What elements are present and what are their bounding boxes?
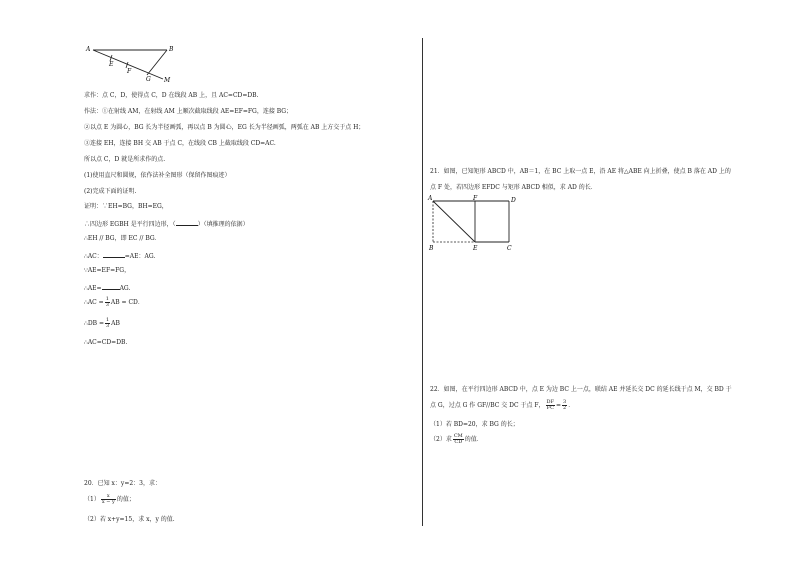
q22-part-2-end: 的值．: [464, 436, 483, 443]
label-f: F: [473, 195, 478, 202]
fraction-one-third: [105, 297, 110, 308]
label-m: M: [164, 77, 171, 84]
proof-line-7-end: AB = CD．: [110, 299, 144, 306]
fraction-one-third-2: [105, 318, 110, 329]
label-b: B: [429, 245, 434, 252]
construction-conclusion: 所以点 C，D 就是所求作的点.: [84, 156, 166, 163]
label-g: G: [146, 76, 151, 83]
segment-bg: [147, 50, 167, 75]
fraction-three-halves: [562, 400, 567, 411]
label-e: E: [109, 61, 114, 68]
fraction-numerator: 1: [105, 296, 109, 302]
fraction-cm-over-cd: [453, 434, 464, 445]
task-1: (1)使用直尺和圆规，依作法补全图形（保留作图痕迹）: [84, 172, 231, 179]
construction-step-3: ③连接 EH，连接 BH 交 AB 于点 C，在线段 CB 上截取线段 CD=AC.: [84, 140, 276, 147]
label-f: F: [127, 68, 132, 75]
q20-title: 20．已知 x：y=2：3，求：: [84, 480, 161, 487]
column-divider: [422, 38, 423, 526]
task-2: (2)完成下面的证明.: [84, 188, 137, 195]
fraction-denominator: 2: [563, 405, 567, 411]
proof-line-2-start: ∴四边形 EGBH 是平行四边形，（: [84, 221, 176, 228]
label-b: B: [169, 46, 174, 53]
proof-line-1: 证明：∵EH=BG，BH=EG，: [84, 203, 168, 210]
q22-line-1: 22．如图，在平行四边形 ABCD 中，点 E 为边 BC 上一点，联结 AE 并延长交 DC 的延长线于点 M，交 BD 于: [430, 386, 732, 393]
q22-line-2-start: 点 G，过点 G 作 GF//BC 交 DC 于点 F，: [430, 402, 545, 409]
q22-line-2: [430, 400, 574, 412]
construction-step-1: 作法：①在射线 AM，在射线 AM 上顺次截取线段 AE=EF=FG，连接 BG；: [84, 108, 293, 115]
fraction-denominator: CD: [454, 439, 463, 445]
label-c: C: [507, 245, 512, 252]
q22-part-2-start: （2）求: [430, 436, 452, 443]
label-e: E: [473, 245, 478, 252]
equals-sign: =: [556, 402, 562, 409]
proof-line-8: [84, 318, 120, 330]
q22-part-2: [430, 434, 483, 446]
fraction-df-over-fc: [546, 400, 555, 411]
construction-step-2: ②以点 E 为圆心，BG 长为半径画弧，再以点 B 为圆心，EG 长为半径画弧，两弧在 AB 上方交于点 H；: [84, 124, 365, 131]
proof-line-3: ∴EH // BG，即 EC // BG．: [84, 235, 161, 242]
fraction-numerator: 1: [105, 317, 110, 323]
proof-line-8-start: ∴DB =: [84, 320, 104, 327]
proof-line-5: ∵AE=EF=FG，: [84, 267, 131, 274]
q22-part-1: （1）若 BD=20，求 BG 的长；: [430, 421, 519, 428]
proof-line-4: [84, 251, 155, 261]
fraction-numerator: CM: [453, 433, 463, 439]
proof-line-2-end: ）（填推理的依据）: [197, 221, 249, 228]
proof-line-7: [84, 297, 144, 309]
proof-line-6: [84, 283, 130, 293]
blank-fraction[interactable]: [102, 283, 120, 290]
fold-line-ae: [433, 201, 475, 242]
blank-ratio[interactable]: [103, 251, 125, 258]
q20-part-1: [84, 494, 135, 506]
fraction-numerator: DF: [546, 399, 555, 405]
proof-line-6-end: AG.: [119, 285, 131, 292]
label-a: A: [86, 46, 91, 53]
label-a: A: [428, 195, 433, 202]
rectangle-figure: [427, 196, 527, 256]
label-d: D: [511, 197, 516, 204]
q20-part-2: （2）若 x+y=15，求 x，y 的值.: [84, 516, 175, 523]
proof-line-8-end: AB: [111, 320, 120, 327]
q21-line-1: 21．如图，已知矩形 ABCD 中，AB＝1，在 BC 上取一点 E，沿 AE 将△ABE 向上折叠，使点 B 落在 AD 上的: [430, 168, 731, 175]
proof-line-4-end: =AE：AG.: [124, 253, 156, 260]
q22-line-2-end: ．: [568, 402, 575, 409]
fraction-denominator: FC: [546, 405, 554, 411]
proof-line-4-start: ∴AC：: [84, 253, 103, 260]
left-geometry-figure: [85, 44, 185, 84]
proof-line-6-start: ∴AE=: [84, 285, 102, 292]
construction-requirement: 求作：点 C，D，使得点 C，D 在线段 AB 上，且 AC=CD=DB.: [84, 92, 259, 99]
fraction-denominator: 3: [105, 323, 110, 329]
proof-line-7-start: ∴AC =: [84, 299, 104, 306]
fraction-numerator: x: [101, 494, 116, 500]
fraction-numerator: 3: [563, 399, 567, 405]
blank-reason[interactable]: [176, 219, 198, 226]
fraction-x-over-x-minus-y: [101, 494, 116, 505]
q21-line-2: 点 F 处，若四边形 EFDC 与矩形 ABCD 相似，求 AD 的长．: [430, 184, 597, 191]
fraction-denominator: 3: [105, 302, 109, 308]
proof-line-9: ∴AC=CD=DB.: [84, 339, 128, 346]
q20-part-1-start: （1）: [84, 496, 100, 503]
q20-part-1-end: 的值；: [116, 496, 135, 503]
fraction-denominator: x − y: [101, 499, 115, 505]
proof-line-2: [84, 219, 249, 229]
